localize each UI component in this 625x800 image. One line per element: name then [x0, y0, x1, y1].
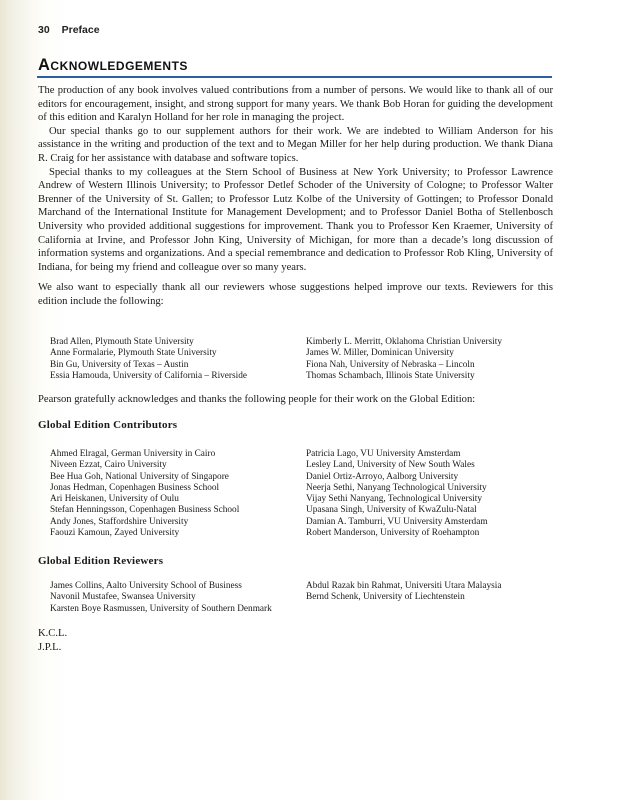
signature-initials: K.C.L.	[38, 628, 68, 639]
list-item: Fiona Nah, University of Nebraska – Lincoln	[306, 359, 475, 370]
paragraph-reviewers-intro: We also want to especially thank all our reviewers whose suggestions helped improve our texts. Reviewers for this edition include the following:	[38, 282, 553, 307]
list-item: Upasana Singh, University of KwaZulu-Natal	[306, 505, 477, 516]
running-head-label: Preface	[61, 24, 100, 36]
title-rule	[37, 76, 552, 78]
list-item: Thomas Schambach, Illinois State University	[306, 370, 475, 381]
contributors-heading: Global Edition Contributors	[38, 419, 178, 431]
signatures	[38, 627, 67, 654]
reviewers-right-column	[306, 337, 550, 382]
list-item: Bin Gu, University of Texas – Austin	[50, 359, 189, 370]
signature-initials: J.P.L.	[38, 641, 62, 653]
list-item: Andy Jones, Staffordshire University	[50, 516, 189, 527]
list-item: Jonas Hedman, Copenhagen Business School	[50, 482, 220, 493]
global-reviewers-right-column	[306, 581, 550, 604]
list-item: Daniel Ortiz-Arroyo, Aalborg University	[306, 471, 459, 482]
reviewers-left-column	[50, 337, 305, 382]
contributors-left-column	[50, 449, 305, 539]
list-item: Brad Allen, Plymouth State University	[50, 337, 194, 347]
list-item: Abdul Razak bin Rahmat, Universiti Utara Malaysia	[306, 581, 502, 591]
list-item: Patricia Lago, VU University Amsterdam	[306, 449, 461, 459]
list-item: Damian A. Tamburri, VU University Amsterdam	[306, 516, 488, 527]
list-item: Faouzi Kamoun, Zayed University	[50, 528, 180, 539]
list-item: Anne Formalarie, Plymouth State University	[50, 348, 217, 359]
global-reviewers-left-column	[50, 581, 305, 615]
list-item: Bee Hua Goh, National University of Singapore	[50, 471, 229, 482]
list-item: Navonil Mustafee, Swansea University	[50, 592, 196, 603]
list-item: Vijay Sethi Nanyang, Technological University	[306, 494, 482, 505]
list-item: Bernd Schenk, University of Liechtenstein	[306, 592, 465, 603]
list-item: Ari Heiskanen, University of Oulu	[50, 494, 179, 505]
global-edition-intro: Pearson gratefully acknowledges and thanks the following people for their work on the Global Edition:	[38, 394, 476, 405]
running-head	[38, 24, 100, 36]
list-item: Stefan Henningsson, Copenhagen Business School	[50, 505, 240, 516]
list-item: Essia Hamouda, University of California – Riverside	[50, 370, 248, 381]
list-item: Neerja Sethi, Nanyang Technological University	[306, 482, 487, 493]
list-item: James W. Miller, Dominican University	[306, 348, 454, 359]
reviewers-heading: Global Edition Reviewers	[38, 555, 164, 567]
paragraph-supplement-authors: Our special thanks go to our supplement authors for their work. We are indebted to William Anderson for his assistance in the writing and production of the text and to Megan Miller for her help during production. We thank Diana R. Craig for her assistance with database and software topics.	[38, 125, 553, 164]
acknowledgement-body	[38, 84, 553, 309]
list-item: Robert Manderson, University of Roehampton	[306, 528, 480, 539]
contributors-right-column	[306, 449, 550, 539]
list-item: James Collins, Aalto University School of Business	[50, 581, 242, 591]
list-item: Karsten Boye Rasmussen, University of Southern Denmark	[50, 603, 272, 614]
list-item: Lesley Land, University of New South Wales	[306, 460, 475, 471]
paragraph-editors: The production of any book involves valued contributions from a number of persons. We would like to thank all of our editors for encouragement, insight, and strong support for many years. We thank Bob Horan for guiding the development of this edition and Karalyn Holland for her role in managing the project.	[38, 85, 553, 124]
section-title: Acknowledgements	[38, 56, 188, 74]
list-item: Kimberly L. Merritt, Oklahoma Christian University	[306, 337, 502, 347]
page-number: 30	[38, 24, 50, 36]
list-item: Ahmed Elragal, German University in Cairo	[50, 449, 216, 459]
paragraph-colleagues: Special thanks to my colleagues at the Stern School of Business at New York University; to Professor Lawrence Andrew of Western Illinois University; to Professor Detlef Schoder of the University of Cologne; to Professor Walter Brenner of the University of St. Gallen; to Professor Lutz Kolbe of the University of Gottingen; to Professor Donald Marchand of the International Institute for Management Development; and to Professor Daniel Botha of Stellenbosch University who provided additional suggestions for improvement. Thank you to Professor Ken Kraemer, University of California at Irvine, and Professor John King, University of Michigan, for more than a decade’s long discussion of information systems and organizations. And a special remembrance and dedication to Professor Rob Kling, University of Indiana, for being my friend and colleague over so many years.	[38, 166, 553, 273]
list-item: Niveen Ezzat, Cairo University	[50, 460, 167, 471]
